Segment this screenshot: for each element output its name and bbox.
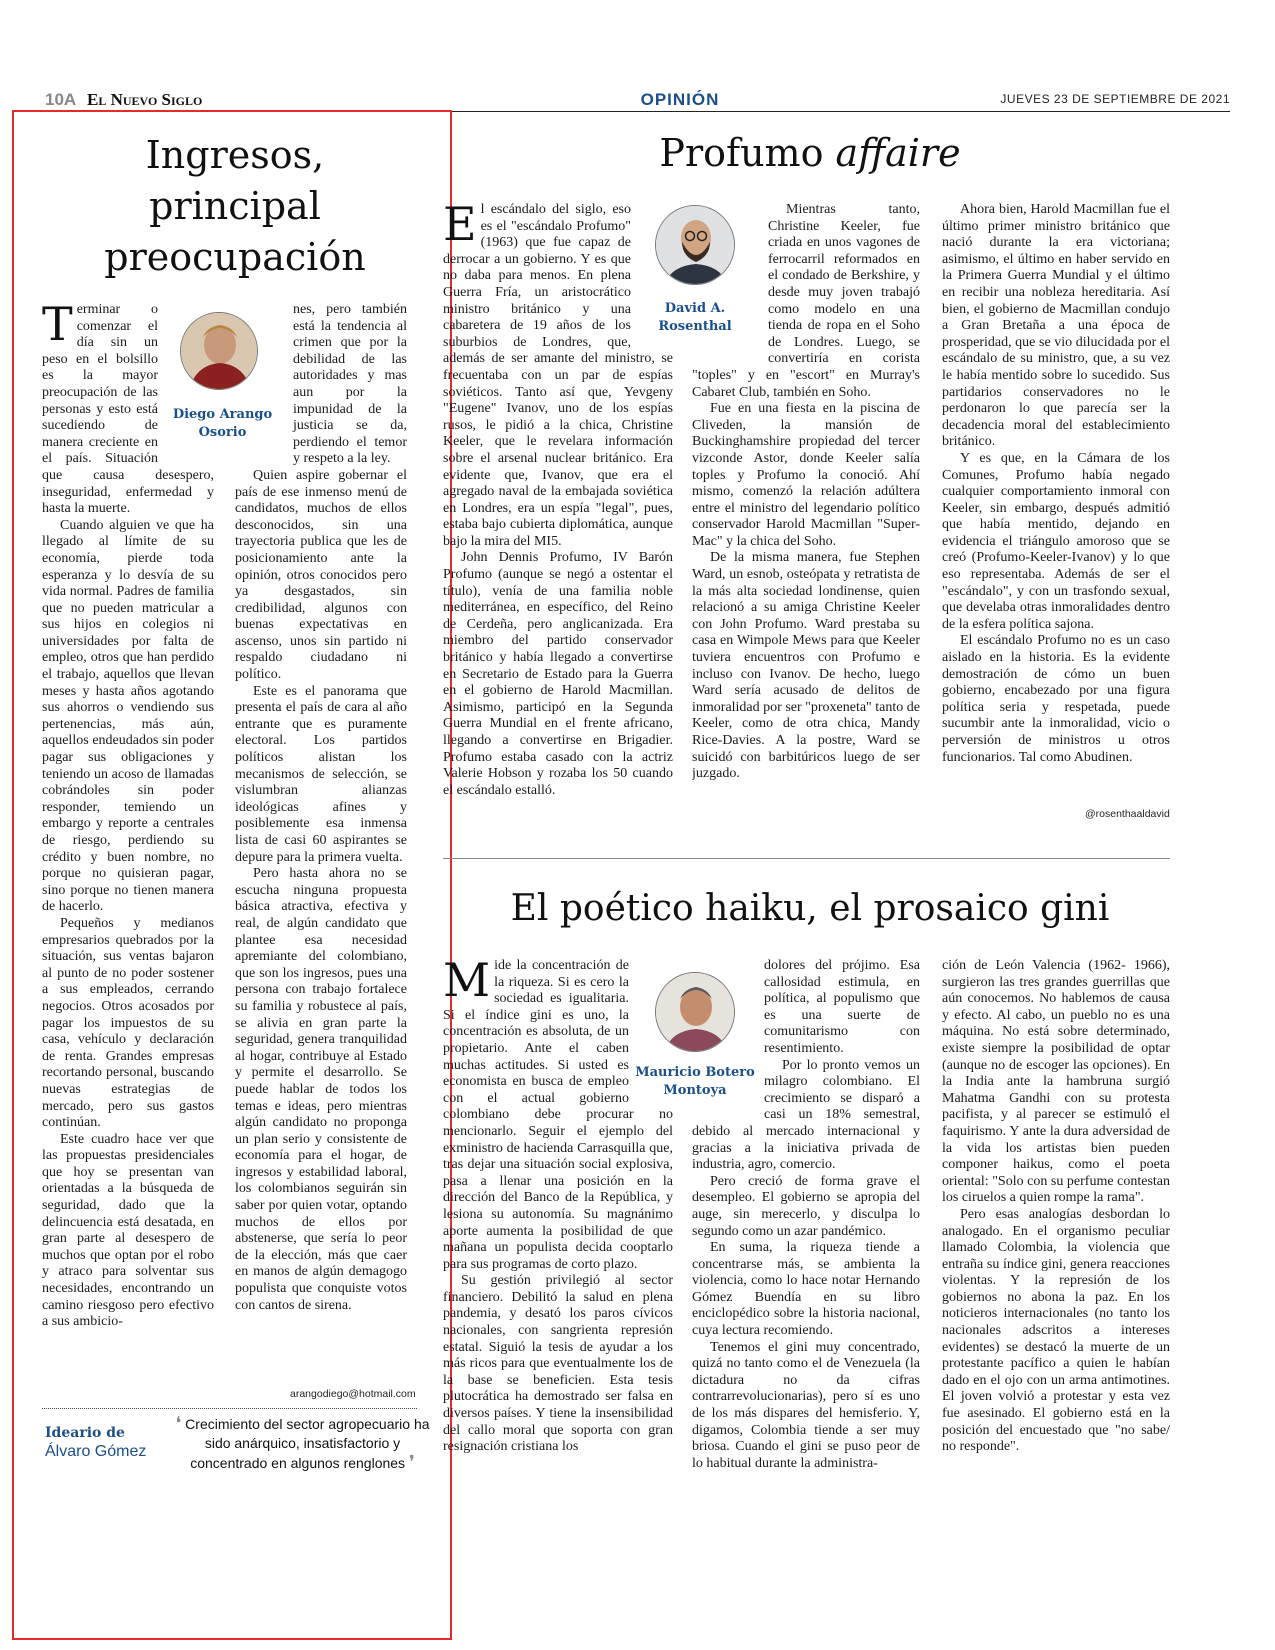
paragraph: Fue en una fiesta en la piscina de Cliveden, la mansión de Buckinghamshire propiedad del tercer vizconde Astor, donde Keeler salía toples y Profumo la conoció. Ahí mismo, comenzó la relación adúltera entre el ministro del legendario político conservador Harold Macmillan "Super-Mac" y la chica del Soho. [692, 401, 920, 549]
author-name-line: Montoya [663, 1083, 727, 1098]
author-name-line: Diego Arango [172, 407, 273, 422]
title-italic: affaire [835, 131, 961, 175]
title-text: Profumo [659, 131, 836, 175]
title-line: preocupación [104, 235, 366, 279]
paragraph: Su gestión privilegió al sector financiero. Debilitó la salud en plena pandemia, y desató los paros cívicos nacionales, con sangrienta represión estatal. Siguió la tesis de ayudar a los más ricos para que eventualmente los de la base se beneficien. Esta tesis plutocrática ha demostrado ser falsa en diversos países. Y tiene la insensibilidad del callo moral que soporta con gran resignación cristiana los [443, 1273, 673, 1455]
title-line: principal [149, 184, 321, 228]
article3-title: El poético haiku, el prosaico gini [510, 888, 1110, 929]
section-title: OPINIÓN [640, 90, 720, 109]
photo-spacer [235, 302, 293, 457]
article3-column-1 [443, 958, 673, 1644]
paragraph: El escándalo Profumo no es un caso aislado en la historia. Es la evidente demostración de cómo un buen gobierno, encabezado por una figura política seria y respetada, puede sucumbir ante la inmoralidad, vicio o perversión de ministros u otros funcionarios. Tal como Abudinen. [942, 633, 1170, 765]
section-divider [443, 858, 1170, 859]
author-name-line: David A. [664, 301, 726, 316]
photo-spacer [158, 302, 214, 452]
paragraph: Mientras tanto, Christine Keeler, fue criada en unos vagones de ferrocarril reformados en el condado de Berkshire, y desde muy joven trabajó como modelo en una tienda de ropa en el Soho de Londres. Luego, se convertiría en corista "toples" y en "escort" en Murray's Cabaret Club, también en Soho. [692, 202, 920, 400]
ideario-name: Álvaro Gómez [45, 1443, 147, 1460]
quote-open-icon: ❛ [175, 1413, 182, 1434]
paragraph: Pequeños y medianos empresarios quebrados por la situación, sus ventas bajaron al punto de no poder sostener a sus empleados, cerrando negocios. Otros acosados por pagar los impuestos de su casa, vehículo y declaración de renta. Grandes empresas recortando personal, buscando nuevas estrategias de mercado, pero sus gastos continúan. [42, 915, 214, 1131]
article2-column-3 [942, 202, 1170, 802]
paragraph: Este cuadro hace ver que las propuestas presidenciales que hoy se presentan van orientadas a la búsqueda de seguridad, dado que la delincuencia está desatada, en gran parte al desespero de muchos que optan por el robo y atraco para solventar sus necesidades, encontrando un camino riesgoso pero efectivo a sus ambicio- [42, 1131, 214, 1330]
paragraph: Pero esas analogías desbordan lo analogado. En el organismo peculiar llamado Colombia, la violencia que entraña su índice gini, genera reacciones violentas. Y la represión de los gobiernos no abona la paz. En los noticieros internacionales (no tanto los nacionales adscritos a intereses evidentes) se destacó la muerte de un protestante pacífico a quien le habían dado en el ojo con un arma antimotines. El joven volvió a protestar y esta vez fue asesinado. El gobierno está en la posición del encuestado que "no sabe/ no responde". [942, 1206, 1170, 1455]
paragraph: En suma, la riqueza tiende a concentrarse más, se ambienta la violencia, como lo hace notar Hernando Gómez Buendía en su libro enciclopédico sobre la historia nacional, cuya lectura recomiendo. [692, 1240, 920, 1339]
author-name-line: Mauricio Botero [635, 1065, 755, 1080]
article2-title [440, 130, 1180, 176]
paragraph: dolores del prójimo. Esa callosidad estimula, en política, al populismo que es una suerte de comunitarismo con resentimiento. [764, 958, 920, 1056]
paragraph: Pero hasta ahora no se escucha ninguna propuesta básica atractiva, efectiva y real, de algún candidato que plantee esa necesidad apremiante del colombiano, que son los ingresos, pues una persona con trabajo fortalece su familia y robustece al país, se alivia en gran parte la seguridad, genera tranquilidad al hogar, contribuye al Estado y permite el desarrollo. Se puede hablar de todos los temas e ideas, pero mientras algún candidato no proponga un plan serio y consistente de economía para el hogar, de ingresos y estabilidad laboral, los colombianos seguirán sin saber por quien votar, optando muchos de ellos por abstenerse, que sería lo peor de la elección, más que caer en manos de algún demagogo populista que conquiste votos con cantos de sirena. [235, 866, 407, 1313]
article3-column-2 [692, 958, 920, 1644]
author-name-line: Osorio [198, 425, 247, 440]
quote-close-icon: ❜ [408, 1452, 415, 1473]
paragraph: Pero creció de forma grave el desempleo. El gobierno se apropia del auge, sin merecerlo, y disculpa lo segundo como un azar pandémico. [692, 1173, 920, 1239]
paragraph: Y es que, en la Cámara de los Comunes, Profumo había negado cualquier comportamiento inmoral con Keeler, sin embargo, después admitió que había mentido, dejando en evidencia el triángulo amoroso que se creó (Profumo-Keeler-Ivanov) y lo que eso representaba. Además de ser el "escándalo", y con un trasfondo sexual, que develaba otras inmoralidades dentro de la esfera política sajona. [942, 450, 1170, 632]
paragraph: Por lo pronto vemos un milagro colombiano. El crecimiento se disparó a casi un 18% semestral, debido al mercado internacional y gracias a la iniciativa privada de industria, agro, comercio. [692, 1057, 920, 1173]
photo-spacer [692, 958, 764, 1113]
paragraph: Ahora bien, Harold Macmillan fue el último primer ministro británico que nació durante la era victoriana; asimismo, el último en haber servido en la Primera Guerra Mundial y el último en recibir una nobleza hereditaria. Así bien, el gobierno de Macmillan condujo a Gran Bretaña a una época de prosperidad, que se vio dilucidada por el escándalo de su ministro, que, a su vez le había mentido sobre lo sucedido. Sus partidarios conservadores no le perdonaron lo que parecía ser la decadencia moral del establecimiento británico. [942, 202, 1170, 450]
paper-name: El Nuevo Siglo [87, 90, 203, 109]
dropcap: E [443, 202, 477, 251]
ideario-quote [175, 1414, 430, 1473]
author-handle: @rosenthaaldavid [1085, 808, 1170, 820]
ideario-divider [42, 1408, 417, 1409]
article2-column-1 [443, 202, 673, 824]
author-name-line: Rosenthal [658, 319, 732, 334]
photo-spacer [692, 202, 768, 366]
paragraph: l escándalo del siglo, eso es el "escándalo Profumo" (1963) que fue capaz de derrocar a un gobierno. Y es que no daba para menos. En plena Guerra Fría, un aristocrático ministro británico y una cabaretera de 19 años de los suburbios de Londres, que, además de ser amante del ministro, se frecuentaba con un par de espías soviéticos. Tanto así que, Yevgeny "Eugene" Ivanov, uno de los espías rusos, le pidió a la chica, Christine Keeler, que le revelara información sobre el arsenal nuclear británico. Era evidente que, Ivanov, que era el agregado naval de la embajada soviética en Londres, era un espía "legal", pues, estaba bajo cubierta diplomática, aunque bajo la mira del MI5. [443, 202, 673, 549]
author-email: arangodiego@hotmail.com [290, 1388, 416, 1400]
paragraph: Este es el panorama que presenta el país de cara al año entrante que es puramente electoral. Los partidos políticos alistan los mecanismos de selección, se vislumbran alianzas ideológicas afines y posiblemente esa inmensa lista de casi 60 aspirantes se depure para la primera vuelta. [235, 683, 407, 865]
article1-title [40, 130, 430, 283]
page-number: 10A [45, 90, 77, 109]
dropcap: M [443, 958, 491, 1007]
paragraph: ción de León Valencia (1962- 1966), surgieron las tres grandes guerrillas que aún conocemos. No hablemos de causa y efecto. Al cabo, un pueblo no es una máquina. No está sobre determinado, existe siempre la posibilidad de optar (aunque no de escoger las opciones). En la India ante la hambruna surgió Mahatma Gandhi con su protesta pacifista, y al parecer se estimuló el faquirismo. Y ante la dura adversidad de la vida los artistas bien pueden componer haikus, como el poeta oriental: "Solo con su perfume contestan los ciruelos a quien rompe la rama". [942, 958, 1170, 1206]
photo-spacer [629, 958, 673, 1106]
paragraph: John Dennis Profumo, IV Barón Profumo (aunque se negó a ostentar el título), venía de una familia noble mediterránea, en específico, del Reino de Cerdeña, pero anglicanizada. Era miembro del partido conservador británico y había llegado a convertirse en Secretario de Estado para la Guerra en el gobierno de Harold Macmillan. Asimismo, participó en la Segunda Guerra Mundial en el frente africano, llegando a convertirse en Brigadier. Profumo estaba casado con la actriz Valerie Hobson y rozaba los 50 cuando el escándalo estalló. [443, 550, 673, 798]
article3-column-3 [942, 958, 1170, 1644]
paragraph: Quien aspire gobernar el país de ese inmenso menú de candidatos, muchos de ellos desconocidos, sin una trayectoria publica que les de posicionamiento ante la opinión, otros conocidos pero ya desgastados, sin credibilidad, algunos con buenas expectativas en ascenso, unos sin partido ni respaldo ciudadano ni político. [235, 467, 407, 683]
quote-text: Crecimiento del sector agropecuario ha sido anárquico, insatisfactorio y concentrado en algunos renglones [185, 1416, 430, 1471]
ideario-label: Ideario de [45, 1425, 125, 1441]
paragraph: Cuando alguien ve que ha llegado al límite de su economía, pierde toda esperanza y lo desvía de su vida normal. Padres de familia que no pueden matricular a sus hijos en colegios ni universidades por falta de empleo, otros que han perdido el trabajo, aquellos que llevan meses y hasta años agotando sus ahorros o vendiendo sus pertenencias, más aún, aquellos endeudados sin poder pagar sus obligaciones y teniendo un acoso de llamadas cobrándoles sin poder responder, temiendo un embargo y reporte a centrales de riesgo, perdiendo su crédito y buen nombre, no porque no quisieran pagar, sino porque no tienen manera de hacerlo. [42, 517, 214, 915]
article1-column-2 [235, 302, 407, 1362]
issue-date: JUEVES 23 DE SEPTIEMBRE DE 2021 [1000, 92, 1230, 106]
article2-column-2 [692, 202, 920, 824]
photo-spacer [631, 202, 673, 350]
dropcap: T [42, 302, 73, 351]
paragraph: Tenemos el gini muy concentrado, quizá no tanto como el de Venezuela (la dictadura no da cifras contrarrevolucionarias), pero sí es uno de los más dispares del hemisferio. Y, digamos, Colombia tiende a ser muy briosa. Cuando el gini se puso peor de lo habitual durante la administra- [692, 1339, 920, 1471]
title-line: Ingresos, [145, 133, 325, 177]
paragraph: erminar o comenzar el día sin un peso en el bolsillo es la mayor preocupación de las personas y esto está sucediendo de manera creciente en el país. Situación que causa desespero, inseguridad, enfermedad y hasta la muerte. [42, 302, 214, 517]
paragraph: nes, pero también está la tendencia al crimen que por la debilidad de las autoridades y mas aun por la impunidad de la justicia se da, perdiendo el temor y respeto a la ley. [293, 302, 407, 467]
paragraph: De la misma manera, fue Stephen Ward, un esnob, osteópata y retratista de la más alta sociedad londinense, quien relacionó a su amiga Christine Keeler con John Profumo. Ward prestaba su casa en Wimpole Mews para que Keeler tuviera encuentros con Profumo e incluso con Ivanov. De hecho, luego Ward sería acusado de delitos de inmoralidad por ser "proxeneta" tanto de Keeler, como de otra chica, Mandy Rice-Davies. A la postre, Ward se suicidó con barbitúricos luego de ser juzgado. [692, 550, 920, 782]
paragraph: ide la concentración de la riqueza. Si es cero la sociedad es igualitaria. Si el índice gini es uno, la concentración es absoluta, de un propietario. Ante el caben muchas actitudes. Si usted es economista en busca de empleo con el actual gobierno colombiano debe procurar no mencionarlo. Seguir el ejemplo del exministro de hacienda Carrasquilla que, tras dejar una situación social explosiva, pasa a llenar una posición en la dirección del Banco de la República, y lesiona su autonomía. Su magnánimo aporte aumenta la posibilidad de que mañana un populista decida cooptarlo para sus programas de corto plazo. [443, 958, 673, 1272]
masthead [45, 90, 1230, 112]
